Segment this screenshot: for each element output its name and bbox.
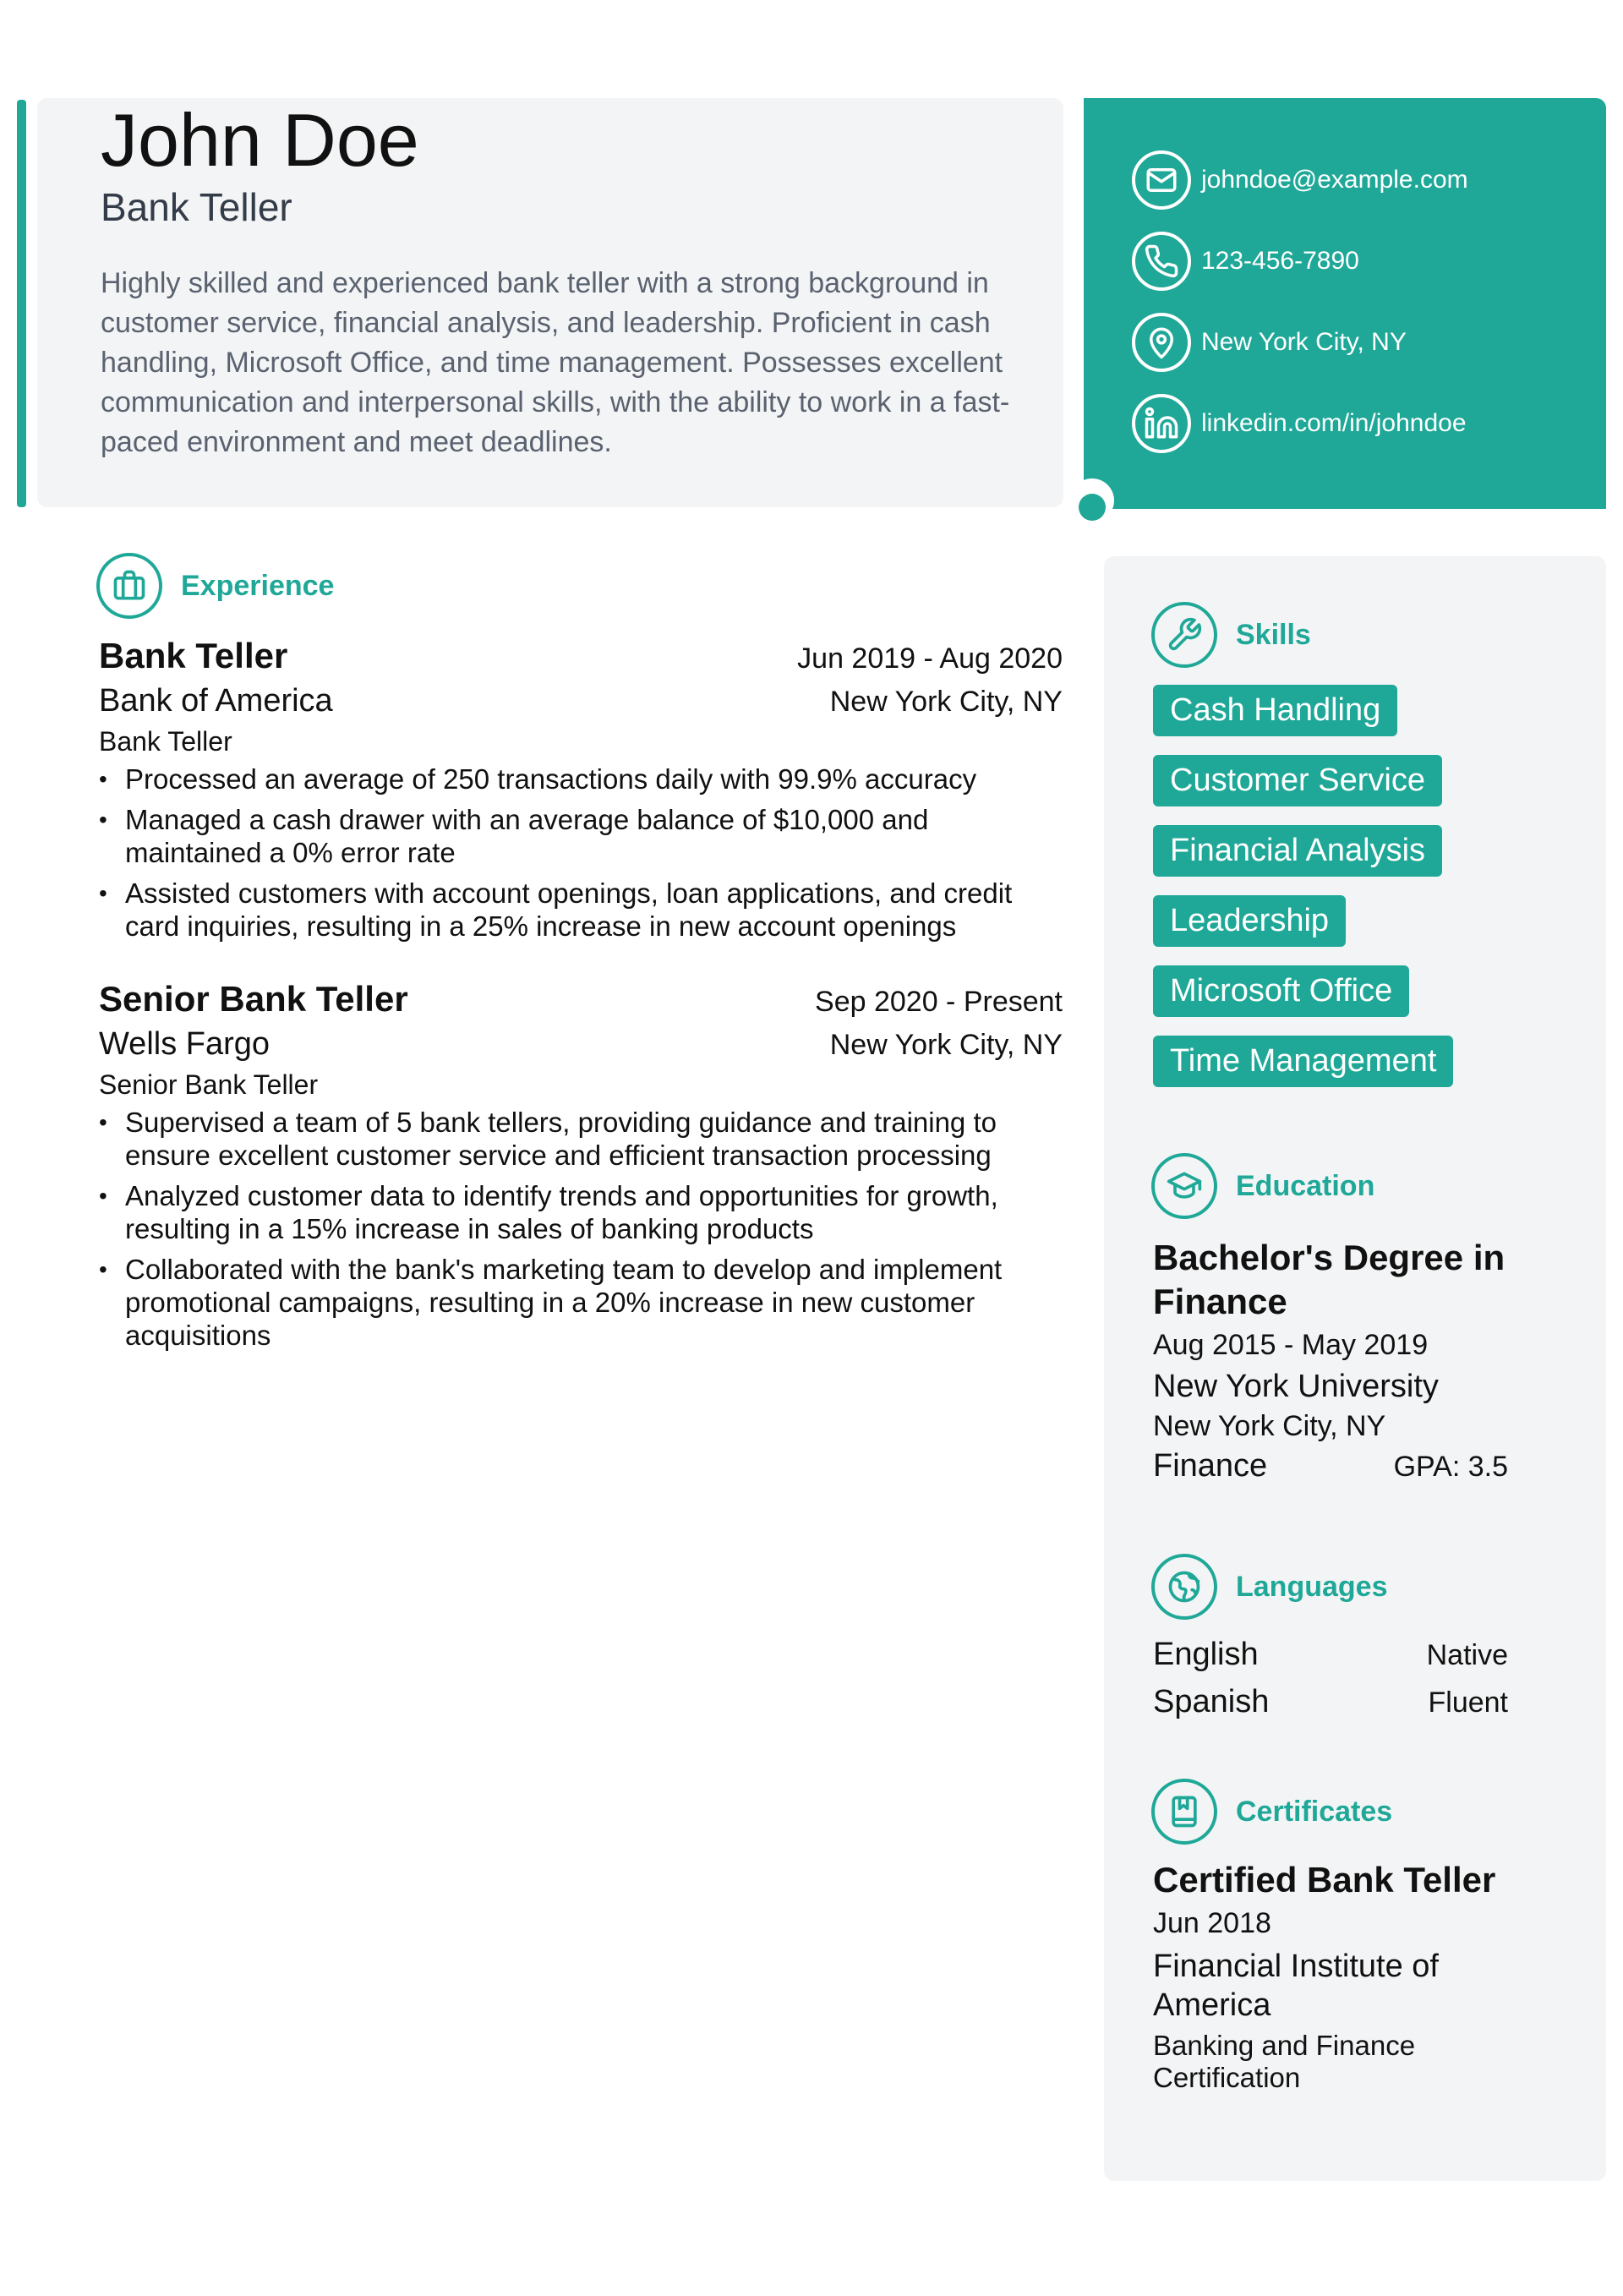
skill-tag: Customer Service — [1153, 755, 1442, 806]
certificates-heading — [1151, 1779, 1392, 1845]
job-dates: Jun 2019 - Aug 2020 — [797, 642, 1063, 675]
certificate-date: Jun 2018 — [1153, 1907, 1271, 1939]
certificate-issuer: Financial Institute of America — [1153, 1949, 1439, 2023]
contact-location-text: New York City, NY — [1201, 328, 1407, 356]
experience-heading — [96, 553, 334, 619]
skill-tag: Time Management — [1153, 1036, 1453, 1087]
job-bullet: • Processed an average of 250 transactions daily with 99.9% accuracy — [99, 763, 1063, 795]
job-company: Wells Fargo — [99, 1026, 270, 1062]
language-level: Fluent — [1428, 1686, 1508, 1719]
contact-email-text: johndoe@example.com — [1201, 166, 1468, 194]
skill-tag: Cash Handling — [1153, 685, 1397, 736]
summary-text: Highly skilled and experienced bank teller with a strong background in customer service, financial analysis, and leadership. Proficient in cash handling, Microsoft Office, and time management. Possesses excellent communication and interpersonal skills, with the ability to work in a fast-paced environment and meet deadlines. — [101, 267, 1010, 458]
certificate-entry — [1153, 1860, 1508, 2094]
job-bullet: • Collaborated with the bank's marketing team to develop and implement promotional campaigns, resulting in a 20% increase in new customer acquisitions — [99, 1253, 1063, 1352]
job-location: New York City, NY — [829, 686, 1063, 718]
education-degree: Bachelor's Degree in Finance — [1153, 1238, 1506, 1321]
header-dot — [1079, 494, 1106, 521]
skills-heading-label: Skills — [1236, 618, 1311, 651]
skills-list — [1153, 685, 1576, 1106]
education-heading — [1151, 1153, 1374, 1219]
education-field: Finance — [1153, 1448, 1268, 1484]
globe-icon — [1151, 1554, 1217, 1620]
job-bullet: • Assisted customers with account openings, loan applications, and credit card inquiries, resulting in a 25% increase in new account openings — [99, 877, 1063, 943]
education-school: New York University — [1153, 1369, 1439, 1404]
education-gpa: GPA: 3.5 — [1393, 1451, 1508, 1483]
contact-phone[interactable] — [1132, 228, 1359, 294]
candidate-name: John Doe — [101, 98, 419, 182]
language-level: Native — [1426, 1639, 1508, 1671]
job-bullet: • Analyzed customer data to identify trends and opportunities for growth, resulting in a 15% increase in sales of banking products — [99, 1179, 1063, 1245]
candidate-title: Bank Teller — [101, 185, 292, 229]
education-location: New York City, NY — [1153, 1410, 1386, 1442]
languages-list — [1153, 1637, 1508, 1731]
contact-linkedin[interactable] — [1132, 391, 1467, 456]
contact-phone-text: 123-456-7890 — [1201, 247, 1359, 275]
skills-heading — [1151, 602, 1311, 668]
mail-icon — [1132, 150, 1191, 210]
job-title: Senior Bank Teller — [99, 979, 408, 1019]
languages-heading — [1151, 1554, 1387, 1620]
language-row — [1153, 1637, 1508, 1684]
skill-tag: Leadership — [1153, 895, 1346, 947]
job-bullet: • Managed a cash drawer with an average balance of $10,000 and maintained a 0% error rate — [99, 803, 1063, 869]
certificate-description: Banking and Finance Certification — [1153, 2030, 1416, 2093]
contact-email[interactable] — [1132, 147, 1468, 213]
briefcase-icon — [96, 553, 162, 619]
certificate-name: Certified Bank Teller — [1153, 1860, 1496, 1900]
experience-heading-label: Experience — [181, 569, 335, 602]
graduation-cap-icon — [1151, 1153, 1217, 1219]
job-location: New York City, NY — [829, 1029, 1063, 1061]
language-row — [1153, 1684, 1508, 1731]
job-entry — [99, 636, 1063, 950]
job-bullet: • Supervised a team of 5 bank tellers, providing guidance and training to ensure excellent customer service and efficient transaction processing — [99, 1106, 1063, 1172]
linkedin-icon — [1132, 394, 1191, 453]
job-role: Senior Bank Teller — [99, 1069, 319, 1100]
education-heading-label: Education — [1236, 1169, 1375, 1202]
contact-linkedin-text: linkedin.com/in/johndoe — [1201, 409, 1467, 437]
skill-tag: Financial Analysis — [1153, 825, 1442, 877]
certificate-book-icon — [1151, 1779, 1217, 1845]
accent-bar — [17, 100, 26, 507]
languages-heading-label: Languages — [1236, 1570, 1388, 1603]
job-bullets — [99, 1106, 1063, 1352]
education-dates: Aug 2015 - May 2019 — [1153, 1329, 1429, 1361]
location-pin-icon — [1132, 313, 1191, 372]
wrench-icon — [1151, 602, 1217, 668]
phone-icon — [1132, 232, 1191, 291]
job-bullets — [99, 763, 1063, 943]
skill-tag: Microsoft Office — [1153, 965, 1409, 1017]
job-company: Bank of America — [99, 683, 333, 719]
certificates-heading-label: Certificates — [1236, 1795, 1393, 1828]
job-title: Bank Teller — [99, 636, 288, 675]
education-entry — [1153, 1236, 1508, 1484]
job-role: Bank Teller — [99, 726, 232, 757]
language-name: English — [1153, 1637, 1259, 1672]
job-entry — [99, 979, 1063, 1359]
job-dates: Sep 2020 - Present — [815, 986, 1063, 1018]
language-name: Spanish — [1153, 1684, 1270, 1719]
contact-location — [1132, 309, 1407, 375]
